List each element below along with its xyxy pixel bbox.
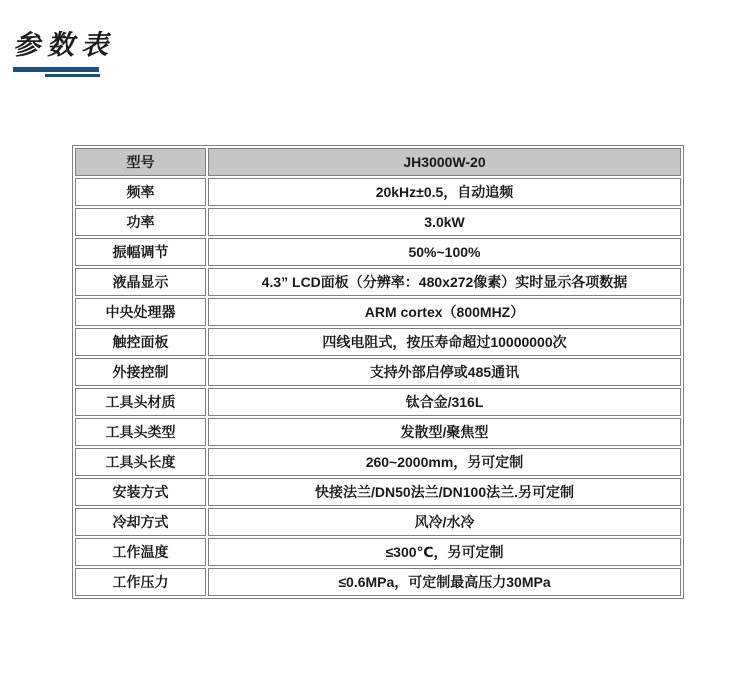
param-value: 支持外部启停或485通讯: [208, 358, 681, 386]
table-row: [75, 358, 681, 386]
table-row: [75, 238, 681, 266]
param-label: 功率: [75, 208, 206, 236]
param-label: 频率: [75, 178, 206, 206]
param-label: 工具头长度: [75, 448, 206, 476]
title-underline-thin: [45, 74, 100, 77]
param-value: 3.0kW: [208, 208, 681, 236]
table-row: [75, 328, 681, 356]
param-label: 工具头材质: [75, 388, 206, 416]
param-label: 中央处理器: [75, 298, 206, 326]
table-row: [75, 208, 681, 236]
param-value: JH3000W-20: [208, 148, 681, 176]
param-value: ≤300℃，另可定制: [208, 538, 681, 566]
param-label: 工作温度: [75, 538, 206, 566]
param-value: 四线电阻式，按压寿命超过10000000次: [208, 328, 681, 356]
table-row: [75, 298, 681, 326]
param-label: 外接控制: [75, 358, 206, 386]
table-row: [75, 268, 681, 296]
table-row: [75, 568, 681, 596]
table-row: [75, 538, 681, 566]
param-value: 风冷/水冷: [208, 508, 681, 536]
param-label: 型号: [75, 148, 206, 176]
param-value: 20kHz±0.5，自动追频: [208, 178, 681, 206]
param-value: 260~2000mm，另可定制: [208, 448, 681, 476]
param-label: 工具头类型: [75, 418, 206, 446]
table-row: [75, 478, 681, 506]
param-value: 钛合金/316L: [208, 388, 681, 416]
parameter-table: [72, 145, 684, 599]
table-row: [75, 388, 681, 416]
page-title: 参数表: [13, 30, 115, 61]
table-row: [75, 418, 681, 446]
param-value: ≤0.6MPa，可定制最高压力30MPa: [208, 568, 681, 596]
param-label: 安装方式: [75, 478, 206, 506]
param-label: 振幅调节: [75, 238, 206, 266]
param-value: 50%~100%: [208, 238, 681, 266]
table-row: [75, 508, 681, 536]
table-header-row: [75, 148, 681, 176]
table-row: [75, 448, 681, 476]
param-label: 冷却方式: [75, 508, 206, 536]
table-row: [75, 178, 681, 206]
param-value: 4.3” LCD面板（分辨率：480x272像素）实时显示各项数据: [208, 268, 681, 296]
param-value: 发散型/聚焦型: [208, 418, 681, 446]
title-underline-thick: [13, 67, 99, 72]
param-label: 触控面板: [75, 328, 206, 356]
title-block: [13, 28, 115, 77]
param-label: 工作压力: [75, 568, 206, 596]
parameter-table-body: [75, 148, 681, 596]
param-value: 快接法兰/DN50法兰/DN100法兰.另可定制: [208, 478, 681, 506]
param-value: ARM cortex（800MHZ）: [208, 298, 681, 326]
param-label: 液晶显示: [75, 268, 206, 296]
